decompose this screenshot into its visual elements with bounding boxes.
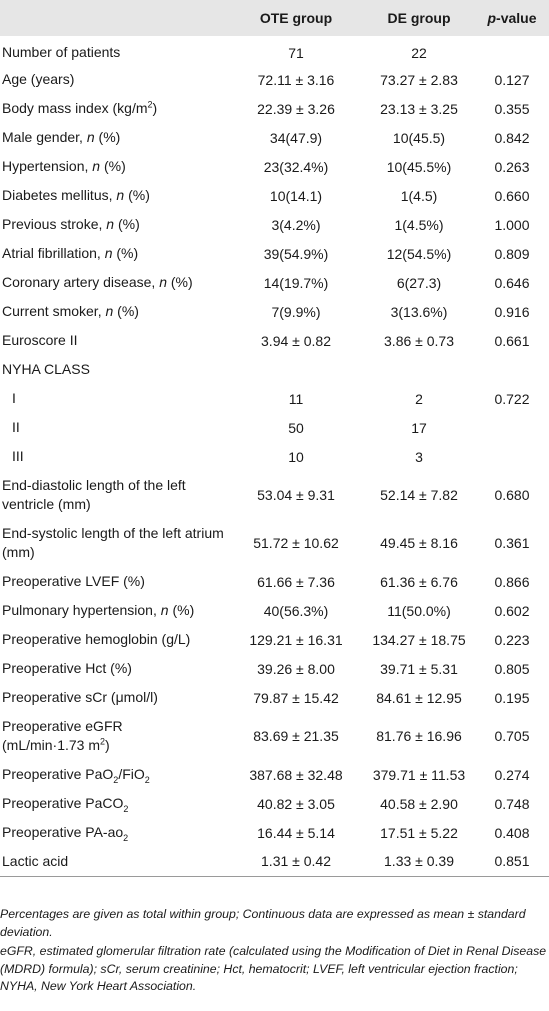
- row-label: Number of patients: [2, 44, 121, 60]
- table-row: [0, 65, 549, 94]
- p-value: 0.748: [494, 795, 530, 812]
- ote-value: 34(47.9): [269, 129, 323, 146]
- table-row: [0, 210, 549, 239]
- table-row: [0, 413, 549, 442]
- ote-value: 50: [288, 419, 304, 436]
- p-value: 0.866: [494, 573, 530, 590]
- ote-value: 10(14.1): [269, 187, 323, 204]
- de-value: 1(4.5): [400, 187, 438, 204]
- footnote-statistics: Percentages are given as total within group; Continuous data are expressed as mean ± standard deviation.: [0, 907, 526, 939]
- p-value: 0.195: [494, 689, 530, 706]
- p-value: 0.805: [494, 660, 530, 677]
- de-value: 22: [411, 44, 427, 61]
- table-row: [0, 760, 549, 789]
- p-value: 0.274: [494, 766, 530, 783]
- table-row: [0, 519, 549, 567]
- row-label: Lactic acid: [2, 852, 69, 869]
- row-label: Euroscore II: [2, 332, 78, 348]
- table-row: [0, 297, 549, 326]
- row-label: Pulmonary hypertension, n (%): [2, 602, 195, 618]
- ote-value: 22.39 ± 3.26: [257, 100, 335, 117]
- de-value: 6(27.3): [396, 274, 442, 291]
- row-label: Preoperative Hct (%): [2, 660, 132, 676]
- row-label: Preoperative $PA-ao_2$: [2, 824, 129, 843]
- table-row: [0, 712, 549, 760]
- p-value: 0.705: [494, 728, 530, 744]
- ote-value: 83.69 ± 21.35: [253, 728, 339, 744]
- p-value: 0.223: [494, 631, 530, 648]
- row-label: Previous stroke, n (%): [2, 216, 140, 232]
- de-value: 3.86 ± 0.73: [384, 332, 454, 349]
- table-row: [0, 847, 549, 876]
- ote-value: 61.66 ± 7.36: [257, 573, 335, 590]
- table-row: [0, 567, 549, 596]
- ote-value: 16.44 ± 5.14: [257, 824, 335, 841]
- header-ote-group: OTE group: [259, 10, 333, 26]
- p-value: 0.355: [494, 100, 530, 117]
- de-value: 23.13 ± 3.25: [380, 100, 458, 117]
- row-label: II: [12, 419, 20, 435]
- row-label: Preoperative hemoglobin (g/L): [2, 631, 191, 647]
- de-value: 10(45.5): [392, 129, 446, 146]
- p-value: 0.127: [494, 71, 530, 88]
- row-label: Preoperative PaCO$_2$: [2, 795, 129, 814]
- de-value: 52.14 ± 7.82: [380, 487, 458, 503]
- row-label: Male gender, n (%): [2, 129, 121, 145]
- table-row: [0, 471, 549, 519]
- header-de-group: DE group: [387, 10, 451, 26]
- table-row: [0, 384, 549, 413]
- de-value: 1(4.5%): [394, 216, 444, 233]
- row-label: End-diastolic length of the left ventricle (mm): [2, 477, 186, 512]
- table-row: [0, 326, 549, 355]
- row-label: Preoperative LVEF (%): [2, 573, 145, 589]
- p-value: 0.722: [494, 390, 530, 407]
- de-value: 1.33 ± 0.39: [384, 853, 454, 870]
- table-row: [0, 683, 549, 712]
- de-value: 17: [411, 419, 427, 436]
- row-label: Atrial fibrillation, n (%): [2, 245, 139, 261]
- de-value: 17.51 ± 5.22: [380, 824, 458, 841]
- ote-value: 39(54.9%): [263, 245, 329, 262]
- de-value: 73.27 ± 2.83: [380, 71, 458, 88]
- de-value: 49.45 ± 8.16: [380, 535, 458, 551]
- de-value: 39.71 ± 5.31: [380, 660, 458, 677]
- ote-value: 11: [288, 390, 304, 407]
- ote-value: 23(32.4%): [263, 158, 329, 175]
- p-value: [475, 442, 549, 471]
- ote-value: 79.87 ± 15.42: [253, 689, 339, 706]
- p-value: 0.602: [494, 602, 530, 619]
- table-row: [0, 239, 549, 268]
- header-p-value: p-value: [487, 10, 537, 26]
- ote-value: 72.11 ± 3.16: [257, 71, 335, 88]
- table-row: [0, 596, 549, 625]
- p-value: 0.680: [494, 487, 530, 503]
- row-label: Current smoker, n (%): [2, 303, 139, 319]
- table-row: [0, 355, 549, 384]
- p-value: 0.408: [494, 824, 530, 841]
- ote-value: 53.04 ± 9.31: [257, 487, 335, 503]
- de-value: 11(50.0%): [387, 602, 451, 619]
- p-value: 0.916: [494, 303, 530, 320]
- row-label: Hypertension, n (%): [2, 158, 126, 174]
- row-label: Body mass index $(kg/m^2)$: [2, 99, 158, 116]
- footnote-abbreviations: eGFR, estimated glomerular filtration rate (calculated using the Modification of Diet in Renal Disease (MDRD) formula); sCr, serum creatinine; Hct, hematocrit; LVEF, left ventricular ejection fraction; NYHA, New York Heart Association.: [0, 944, 547, 993]
- table-row: [0, 654, 549, 683]
- row-label: Diabetes mellitus, n (%): [2, 187, 150, 203]
- ote-value: 1.31 ± 0.42: [261, 853, 331, 870]
- p-value: 0.661: [494, 332, 530, 349]
- table-row: [0, 123, 549, 152]
- table-row: [0, 152, 549, 181]
- ote-value: 51.72 ± 10.62: [253, 535, 339, 551]
- row-label: NYHA CLASS: [2, 361, 90, 377]
- de-value: 3(13.6%): [390, 303, 448, 320]
- ote-value: 14(19.7%): [263, 274, 329, 291]
- p-value: [475, 355, 549, 384]
- row-label: Preoperative sCr (μmol/l): [2, 689, 158, 705]
- table-row: [0, 818, 549, 847]
- de-value: 379.71 ± 11.53: [372, 766, 466, 783]
- row-label: III: [12, 448, 24, 464]
- ote-value: 3(4.2%): [271, 216, 321, 233]
- row-label: Preoperative eGFR (mL/min·1.73 $m^2$): [2, 718, 123, 753]
- de-value: 2: [415, 390, 423, 407]
- row-label: End-systolic length of the left atrium (mm): [2, 525, 224, 560]
- row-label: I: [12, 390, 16, 406]
- p-value: 0.809: [494, 245, 530, 262]
- ote-value: 3.94 ± 0.82: [261, 332, 331, 349]
- ote-value: 39.26 ± 8.00: [257, 660, 335, 677]
- ote-value: [229, 355, 363, 384]
- ote-value: 387.68 ± 32.48: [249, 766, 343, 783]
- p-value: 0.263: [494, 158, 530, 175]
- row-label: Coronary artery disease, n (%): [2, 274, 193, 290]
- table-footnotes: [0, 906, 549, 996]
- table-row: [0, 625, 549, 654]
- p-value: 0.361: [494, 535, 530, 551]
- table-row: [0, 36, 549, 65]
- p-value: [475, 413, 549, 442]
- table-row: [0, 94, 549, 123]
- p-value: 0.851: [494, 853, 530, 870]
- p-value: 0.842: [494, 129, 530, 146]
- table-header-row: [0, 0, 549, 36]
- de-value: 134.27 ± 18.75: [372, 631, 466, 648]
- table-row: [0, 442, 549, 471]
- p-value: 1.000: [494, 216, 530, 233]
- ote-value: 10: [288, 448, 304, 465]
- de-value: [363, 355, 475, 384]
- table-row: [0, 789, 549, 818]
- row-label: Preoperative PaO$_2$/FiO$_2$: [2, 766, 150, 785]
- p-value: 0.660: [494, 187, 530, 204]
- de-value: 84.61 ± 12.95: [376, 689, 462, 706]
- table-row: [0, 181, 549, 210]
- de-value: 3: [415, 448, 423, 465]
- de-value: 40.58 ± 2.90: [380, 795, 458, 812]
- ote-value: 71: [288, 44, 304, 61]
- p-value: 0.646: [494, 274, 530, 291]
- de-value: 12(54.5%): [386, 245, 452, 262]
- row-label: Age (years): [2, 71, 75, 87]
- ote-value: 40.82 ± 3.05: [257, 795, 335, 812]
- de-value: 10(45.5%): [386, 158, 452, 175]
- header-empty: [0, 0, 229, 36]
- de-value: 81.76 ± 16.96: [376, 728, 462, 744]
- ote-value: 7(9.9%): [271, 303, 321, 320]
- ote-value: 129.21 ± 16.31: [249, 631, 343, 648]
- de-value: 61.36 ± 6.76: [380, 573, 458, 590]
- p-value: [475, 36, 549, 65]
- ote-value: 40(56.3%): [263, 602, 329, 619]
- table-row: [0, 268, 549, 297]
